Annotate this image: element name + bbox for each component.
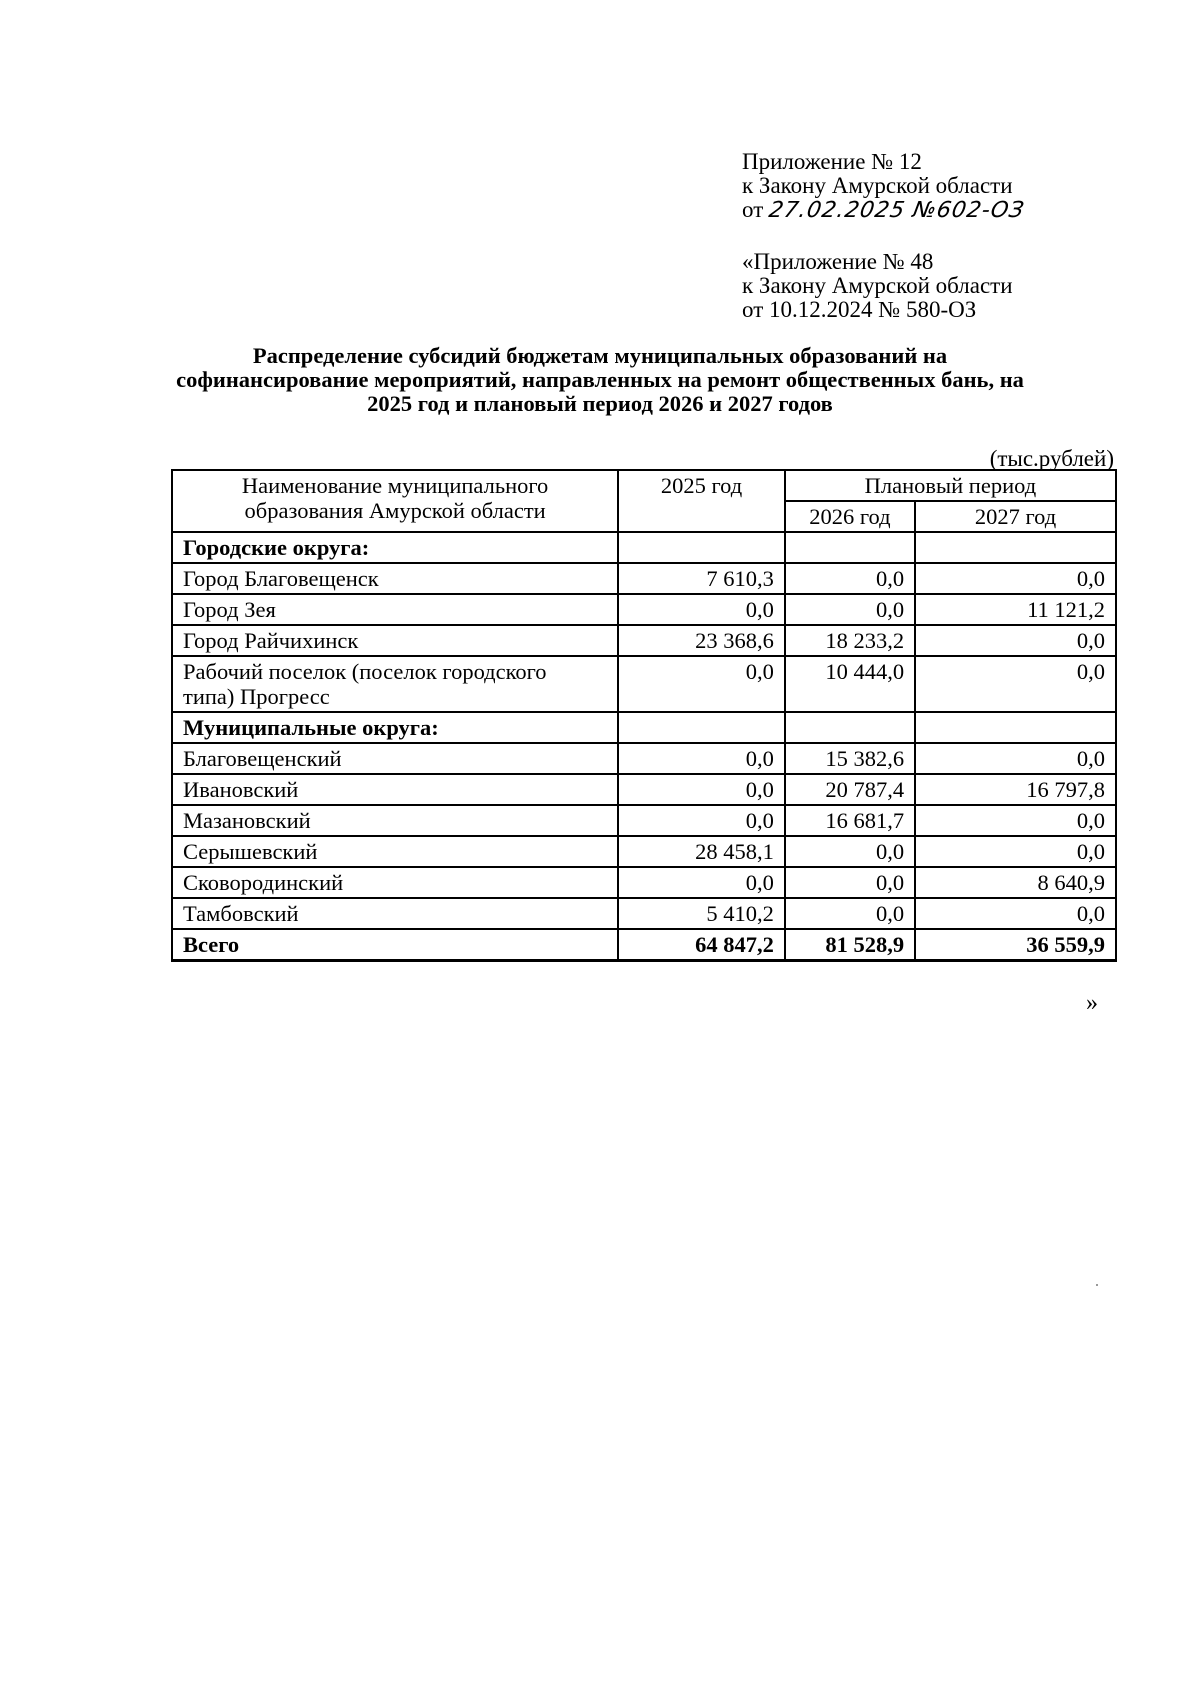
title-line-1: Распределение субсидий бюджетам муниципальных образований на (252, 343, 948, 368)
value-2026: 0,0 (785, 867, 915, 898)
table-row (172, 625, 1116, 656)
value-2027: 8 640,9 (915, 867, 1116, 898)
header-name (172, 470, 618, 532)
value-2026: 10 444,0 (785, 656, 915, 712)
header-name-line-2: образования Амурской области (244, 498, 546, 523)
row-name: Серышевский (172, 836, 618, 867)
value-2026: 20 787,4 (785, 774, 915, 805)
total-2025: 64 847,2 (618, 929, 785, 961)
section-row (172, 532, 1116, 563)
value-2025: 0,0 (618, 774, 785, 805)
header-2025: 2025 год (618, 470, 785, 532)
annex-number: Приложение № 12 (742, 149, 922, 174)
row-name: Город Зея (172, 594, 618, 625)
header-row (172, 470, 1116, 501)
value-2026: 16 681,7 (785, 805, 915, 836)
units-label: (тыс.рублей) (989, 446, 1114, 471)
scan-speck (1096, 1284, 1098, 1286)
header-name-line-1: Наименование муниципального (241, 473, 549, 498)
subsidy-table (171, 469, 1117, 962)
row-name: Мазановский (172, 805, 618, 836)
value-2027: 0,0 (915, 563, 1116, 594)
handwritten-date-number: 27.02.2025 №602-ОЗ (766, 198, 1027, 223)
value-2026: 0,0 (785, 836, 915, 867)
row-name (172, 656, 618, 712)
table-row (172, 836, 1116, 867)
value-2027: 0,0 (915, 836, 1116, 867)
prior-annex-number: «Приложение № 48 (742, 249, 934, 274)
table-row (172, 743, 1116, 774)
table-row (172, 805, 1116, 836)
value-2027: 16 797,8 (915, 774, 1116, 805)
section-title: Муниципальные округа: (172, 712, 618, 743)
value-2027: 11 121,2 (915, 594, 1116, 625)
value-2025: 28 458,1 (618, 836, 785, 867)
annex-date-prefix: от (742, 197, 764, 222)
document-title (150, 344, 1050, 416)
total-row (172, 929, 1116, 961)
section-row (172, 712, 1116, 743)
value-2027: 0,0 (915, 743, 1116, 774)
value-2026: 0,0 (785, 563, 915, 594)
row-name: Ивановский (172, 774, 618, 805)
prior-annex-law-ref: к Закону Амурской области (742, 273, 1013, 298)
value-2027: 0,0 (915, 625, 1116, 656)
prior-annex-date: от 10.12.2024 № 580-ОЗ (742, 297, 977, 322)
value-2025: 0,0 (618, 743, 785, 774)
value-2025: 0,0 (618, 594, 785, 625)
annex-law-ref: к Закону Амурской области (742, 173, 1013, 198)
annex-date-line (742, 197, 1027, 223)
value-2027: 0,0 (915, 805, 1116, 836)
row-name-line-1: Рабочий поселок (поселок городского (183, 659, 547, 684)
header-2026: 2026 год (785, 501, 915, 532)
table-row (172, 774, 1116, 805)
total-2026: 81 528,9 (785, 929, 915, 961)
table-row (172, 656, 1116, 712)
table-row (172, 594, 1116, 625)
row-name-line-2: типа) Прогресс (183, 684, 330, 709)
title-line-3: 2025 год и плановый период 2026 и 2027 годов (367, 391, 833, 416)
row-name: Тамбовский (172, 898, 618, 929)
closing-quote: » (1086, 990, 1098, 1016)
table-row (172, 867, 1116, 898)
value-2025: 0,0 (618, 805, 785, 836)
total-2027: 36 559,9 (915, 929, 1116, 961)
header-planned-period: Плановый период (785, 470, 1116, 501)
title-line-2: софинансирование мероприятий, направленных на ремонт общественных бань, на (176, 367, 1024, 392)
section-title: Городские округа: (172, 532, 618, 563)
value-2027: 0,0 (915, 898, 1116, 929)
annex-header (742, 149, 1027, 223)
value-2025: 23 368,6 (618, 625, 785, 656)
value-2025: 0,0 (618, 656, 785, 712)
value-2025: 5 410,2 (618, 898, 785, 929)
value-2027: 0,0 (915, 656, 1116, 712)
value-2025: 7 610,3 (618, 563, 785, 594)
value-2026: 15 382,6 (785, 743, 915, 774)
table-row (172, 898, 1116, 929)
value-2026: 0,0 (785, 898, 915, 929)
prior-annex-header (742, 250, 1013, 322)
total-label: Всего (172, 929, 618, 961)
row-name: Благовещенский (172, 743, 618, 774)
row-name: Сковородинский (172, 867, 618, 898)
row-name: Город Благовещенск (172, 563, 618, 594)
row-name: Город Райчихинск (172, 625, 618, 656)
table-row (172, 563, 1116, 594)
value-2025: 0,0 (618, 867, 785, 898)
value-2026: 18 233,2 (785, 625, 915, 656)
value-2026: 0,0 (785, 594, 915, 625)
header-2027: 2027 год (915, 501, 1116, 532)
